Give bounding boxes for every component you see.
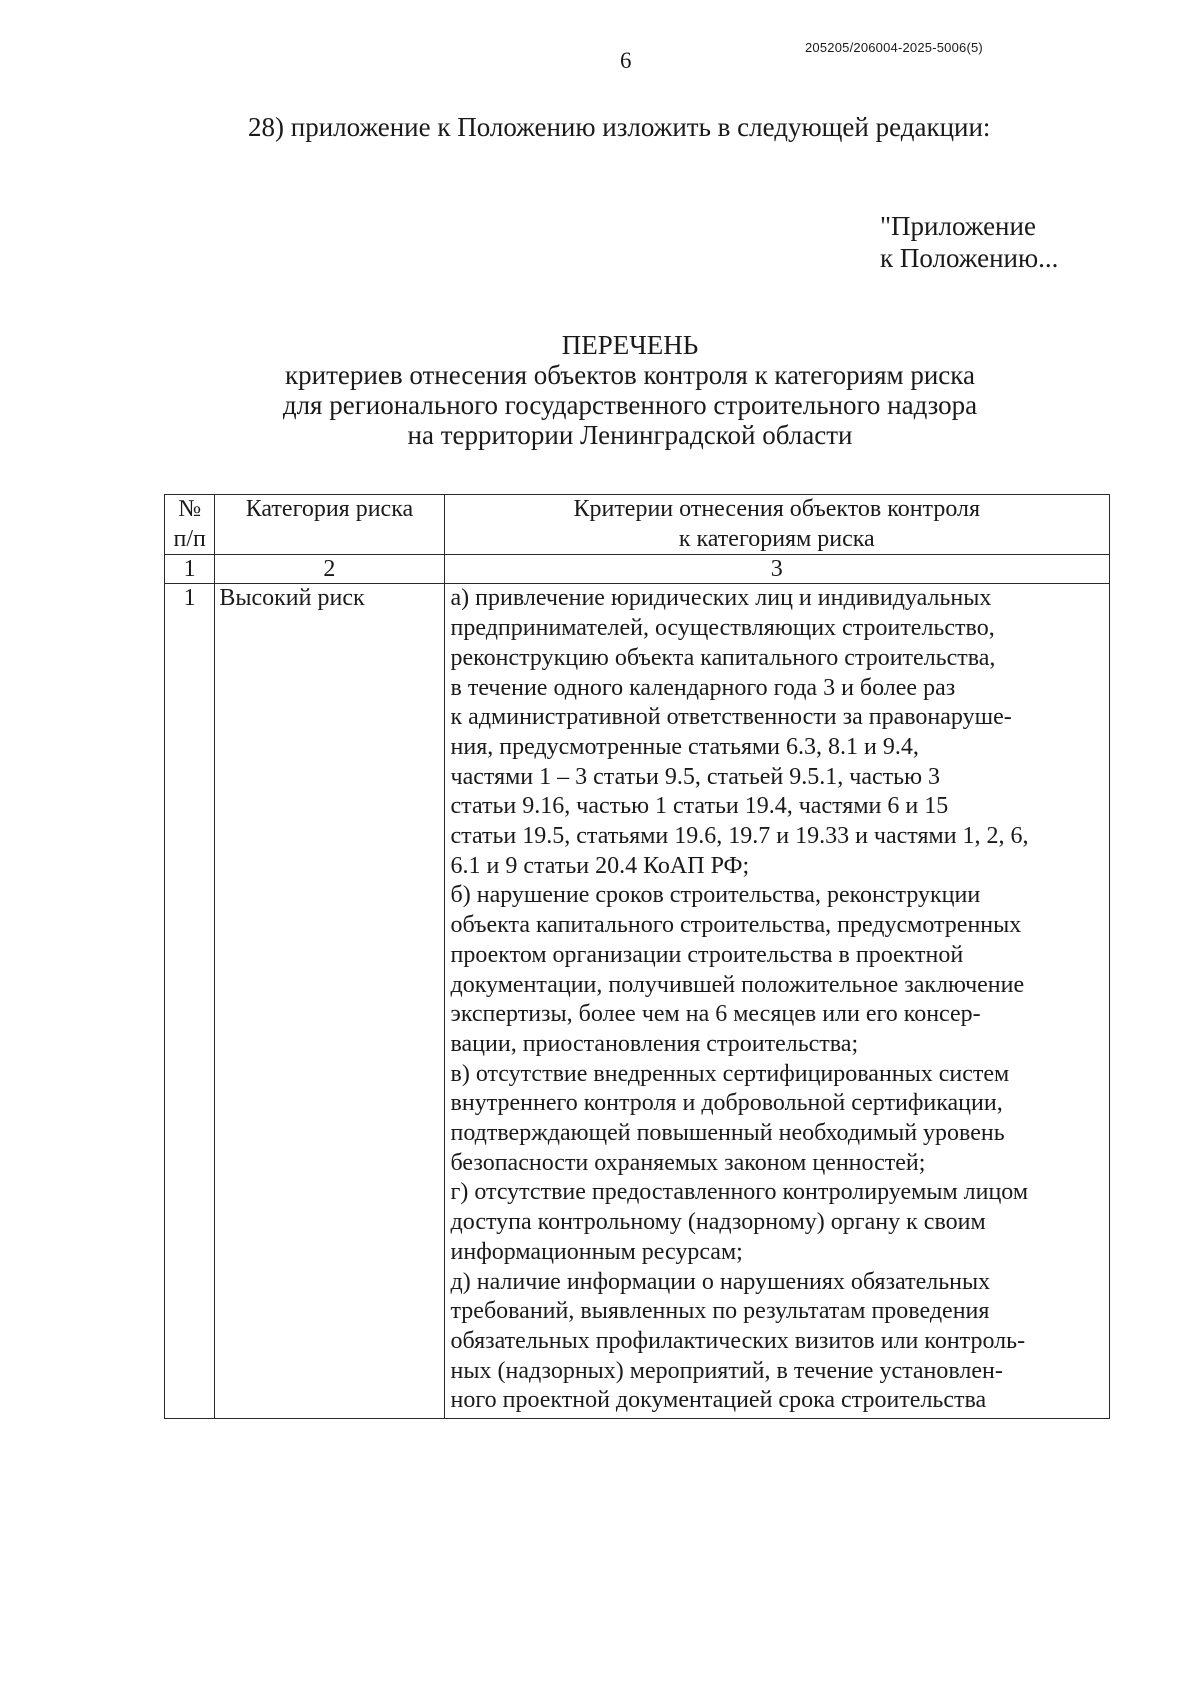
criteria-line: частями 1 – 3 статьи 9.5, статьей 9.5.1, частью 3 <box>450 763 941 790</box>
header-num-line-1: № <box>178 496 202 522</box>
row-criteria-cell <box>444 584 1109 1419</box>
column-number-1: 1 <box>165 555 215 584</box>
column-number-2: 2 <box>215 555 444 584</box>
document-id: 205205/206004-2025-5006(5) <box>805 40 983 55</box>
criteria-table <box>164 494 1110 1419</box>
header-criteria-cell <box>444 495 1109 555</box>
row-category-cell: Высокий риск <box>215 584 444 1419</box>
document-heading <box>170 330 1090 450</box>
table-row <box>165 584 1110 1419</box>
header-category: Категория риска <box>245 496 414 522</box>
page-number: 6 <box>620 48 632 73</box>
heading-line-1: критериев отнесения объектов контроля к категориям риска <box>285 360 975 390</box>
criteria-line: 6.1 и 9 статьи 20.4 КоАП РФ; <box>450 852 750 879</box>
intro-paragraph: 28) приложение к Положению изложить в следующей редакции: <box>248 112 991 142</box>
criteria-line: б) нарушение сроков строительства, реконструкции <box>450 882 981 909</box>
row-num-cell: 1 <box>165 584 215 1419</box>
criteria-line: проектом организации строительства в проектной <box>450 941 964 968</box>
criteria-line: вации, приостановления строительства; <box>450 1030 859 1057</box>
criteria-line: документации, получившей положительное заключение <box>450 971 1025 998</box>
criteria-line: экспертизы, более чем на 6 месяцев или его консер- <box>450 1001 981 1028</box>
appendix-reference <box>880 210 1058 274</box>
criteria-line: г) отсутствие предоставленного контролируемым лицом <box>450 1179 1029 1206</box>
criteria-line: к административной ответственности за правонаруше- <box>450 704 1012 731</box>
heading-line-2: для регионального государственного строительного надзора <box>282 390 978 420</box>
header-criteria-line-2: к категориям риска <box>678 525 875 552</box>
criteria-line: статьи 19.5, статьями 19.6, 19.7 и 19.33 и частями 1, 2, 6, <box>450 823 1029 850</box>
table-header-row <box>165 495 1110 555</box>
header-num-line-2: п/п <box>173 525 206 552</box>
criteria-line: в) отсутствие внедренных сертифицированных систем <box>450 1060 1010 1087</box>
column-number-3: 3 <box>444 555 1109 584</box>
criteria-line: доступа контрольному (надзорному) органу к своим <box>450 1209 986 1236</box>
criteria-line: ных (надзорных) мероприятий, в течение установлен- <box>450 1357 1003 1384</box>
criteria-line: ного проектной документацией срока строительства <box>450 1387 987 1414</box>
criteria-line: ния, предусмотренные статьями 6.3, 8.1 и 9.4, <box>450 733 919 760</box>
criteria-line: объекта капитального строительства, предусмотренных <box>450 912 1022 939</box>
heading-title: ПЕРЕЧЕНЬ <box>561 330 699 360</box>
column-numbers-row <box>165 555 1110 584</box>
criteria-line: предпринимателей, осуществляющих строительство, <box>450 615 995 642</box>
header-criteria-line-1: Критерии отнесения объектов контроля <box>573 496 981 522</box>
criteria-line: статьи 9.16, частью 1 статьи 19.4, частями 6 и 15 <box>450 793 949 820</box>
criteria-line: безопасности охраняемых законом ценностей; <box>450 1149 926 1176</box>
criteria-line: в течение одного календарного года 3 и более раз <box>450 674 956 701</box>
criteria-line: д) наличие информации о нарушениях обязательных <box>450 1268 991 1295</box>
criteria-line: реконструкцию объекта капитального строительства, <box>450 644 996 671</box>
heading-line-3: на территории Ленинградской области <box>407 420 853 450</box>
criteria-line: требований, выявленных по результатам проведения <box>450 1298 990 1325</box>
appendix-line-2: к Положению... <box>880 243 1059 273</box>
criteria-line: подтверждающей повышенный необходимый уровень <box>450 1120 1005 1147</box>
criteria-line: информационным ресурсам; <box>450 1238 743 1265</box>
appendix-line-1: "Приложение <box>880 211 1036 241</box>
header-num-cell <box>165 495 215 555</box>
header-category-cell <box>215 495 444 555</box>
criteria-line: а) привлечение юридических лиц и индивидуальных <box>450 585 992 612</box>
criteria-line: обязательных профилактических визитов или контроль- <box>450 1327 1026 1354</box>
criteria-line: внутреннего контроля и добровольной сертификации, <box>450 1090 1003 1117</box>
